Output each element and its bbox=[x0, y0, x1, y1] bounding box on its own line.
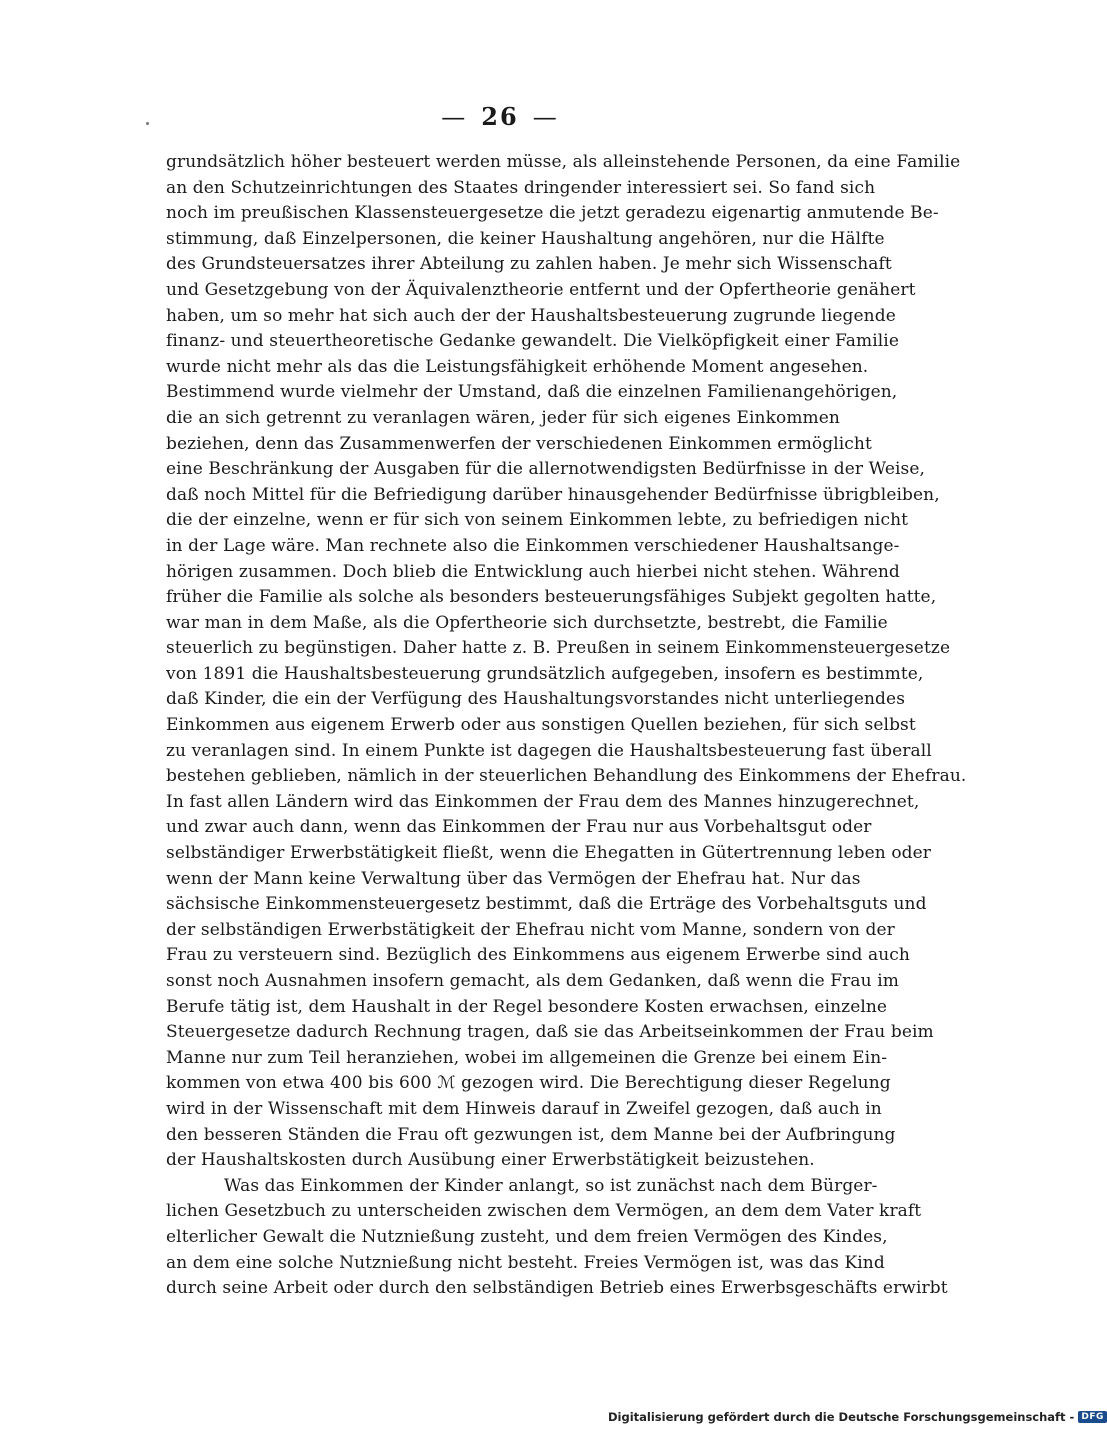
text-line: daß Kinder, die ein der Verfügung des Haushaltungsvorstandes nicht unterliegendes bbox=[166, 689, 906, 710]
text-line: an dem eine solche Nutznießung nicht besteht. Freies Vermögen ist, was das Kind bbox=[166, 1252, 885, 1273]
text-line: Bestimmend wurde vielmehr der Umstand, daß die einzelnen Familienangehörigen, bbox=[166, 382, 898, 403]
text-line: des Grundsteuersatzes ihrer Abteilung zu zahlen haben. Je mehr sich Wissenschaft bbox=[166, 254, 892, 275]
page-number-value: 26 bbox=[481, 102, 519, 131]
page-number-dash-right: — bbox=[532, 103, 559, 131]
footer-credit bbox=[608, 1410, 1107, 1424]
text-line: früher die Familie als solche als besonders besteuerungsfähiges Subjekt gegolten hatte, bbox=[166, 587, 937, 608]
text-line: stimmung, daß Einzelpersonen, die keiner Haushaltung angehören, nur die Hälfte bbox=[166, 228, 885, 249]
text-line: in der Lage wäre. Man rechnete also die Einkommen verschiedener Haushaltsange- bbox=[166, 535, 900, 556]
text-line: hörigen zusammen. Doch blieb die Entwicklung auch hierbei nicht stehen. Während bbox=[166, 561, 900, 582]
text-line: sonst noch Ausnahmen insofern gemacht, als dem Gedanken, daß wenn die Frau im bbox=[166, 971, 899, 991]
text-line: daß noch Mittel für die Befriedigung darüber hinausgehender Bedürfnisse übrigbleiben, bbox=[166, 484, 940, 505]
text-line: durch seine Arbeit oder durch den selbständigen Betrieb eines Erwerbsgeschäfts erwirbt bbox=[166, 1278, 948, 1299]
footer-text: Digitalisierung gefördert durch die Deutsche Forschungsgemeinschaft - bbox=[608, 1410, 1075, 1424]
text-line: war man in dem Maße, als die Opfertheorie sich durchsetzte, bestrebt, die Familie bbox=[166, 612, 888, 633]
text-line: beziehen, denn das Zusammenwerfen der verschiedenen Einkommen ermöglicht bbox=[166, 433, 872, 454]
text-line: Frau zu versteuern sind. Bezüglich des Einkommens aus eigenem Erwerbe sind auch bbox=[166, 945, 910, 966]
page-number-dash-left: — bbox=[441, 103, 468, 131]
text-line: kommen von etwa 400 bis 600 ℳ gezogen wird. Die Berechtigung dieser Regelung bbox=[166, 1073, 891, 1094]
text-line: die der einzelne, wenn er für sich von seinem Einkommen lebte, zu befriedigen nicht bbox=[166, 510, 909, 531]
dfg-logo-icon: DFG bbox=[1078, 1411, 1107, 1423]
text-line: haben, um so mehr hat sich auch der der Haushaltsbesteuerung zugrunde liegende bbox=[166, 305, 896, 326]
text-line: von 1891 die Haushaltsbesteuerung grundsätzlich aufgegeben, insofern es bestimmte, bbox=[166, 663, 924, 684]
text-line: wird in der Wissenschaft mit dem Hinweis darauf in Zweifel gezogen, daß auch in bbox=[166, 1098, 882, 1119]
text-line: und Gesetzgebung von der Äquivalenztheorie entfernt und der Opfertheorie genähert bbox=[166, 279, 916, 300]
text-line: und zwar auch dann, wenn das Einkommen der Frau nur aus Vorbehaltsgut oder bbox=[166, 817, 872, 838]
text-line: grundsätzlich höher besteuert werden müsse, als alleinstehende Personen, da eine Familie bbox=[166, 152, 961, 172]
text-line: Steuergesetze dadurch Rechnung tragen, daß sie das Arbeitseinkommen der Frau beim bbox=[166, 1022, 934, 1043]
text-line: lichen Gesetzbuch zu unterscheiden zwischen dem Vermögen, an dem dem Vater kraft bbox=[166, 1201, 922, 1222]
text-line: den besseren Ständen die Frau oft gezwungen ist, dem Manne bei der Aufbringung bbox=[166, 1124, 896, 1145]
text-line: Was das Einkommen der Kinder anlangt, so ist zunächst nach dem Bürger- bbox=[224, 1175, 878, 1196]
page-number bbox=[0, 102, 1000, 131]
text-line: eine Beschränkung der Ausgaben für die allernotwendigsten Bedürfnisse in der Weise, bbox=[166, 459, 926, 480]
text-line: elterlicher Gewalt die Nutznießung zusteht, und dem freien Vermögen des Kindes, bbox=[166, 1226, 888, 1247]
text-line: zu veranlagen sind. In einem Punkte ist dagegen die Haushaltsbesteuerung fast überall bbox=[166, 740, 932, 761]
text-line: wurde nicht mehr als das die Leistungsfähigkeit erhöhende Moment angesehen. bbox=[166, 356, 869, 377]
text-line: bestehen geblieben, nämlich in der steuerlichen Behandlung des Einkommens der Ehefrau. bbox=[166, 766, 967, 787]
text-line: an den Schutzeinrichtungen des Staates dringender interessiert sei. So fand sich bbox=[166, 177, 876, 198]
text-line: finanz- und steuertheoretische Gedanke gewandelt. Die Vielköpfigkeit einer Familie bbox=[166, 331, 899, 352]
text-line: wenn der Mann keine Verwaltung über das Vermögen der Ehefrau hat. Nur das bbox=[166, 868, 861, 889]
text-line: der Haushaltskosten durch Ausübung einer Erwerbstätigkeit beizustehen. bbox=[166, 1150, 815, 1171]
text-line: steuerlich zu begünstigen. Daher hatte z. B. Preußen in seinem Einkommensteuergesetze bbox=[166, 638, 951, 659]
text-line: sächsische Einkommensteuergesetz bestimmt, daß die Erträge des Vorbehaltsguts und bbox=[166, 894, 927, 915]
text-line: noch im preußischen Klassensteuergesetze die jetzt geradezu eigenartig anmutende Be- bbox=[166, 203, 939, 224]
text-line: die an sich getrennt zu veranlagen wären, jeder für sich eigenes Einkommen bbox=[166, 407, 840, 428]
text-line: Einkommen aus eigenem Erwerb oder aus sonstigen Quellen beziehen, für sich selbst bbox=[166, 715, 916, 736]
text-line: der selbständigen Erwerbstätigkeit der Ehefrau nicht vom Manne, sondern von der bbox=[166, 919, 895, 940]
text-line: Berufe tätig ist, dem Haushalt in der Regel besondere Kosten erwachsen, einzelne bbox=[166, 996, 888, 1017]
text-line: Manne nur zum Teil heranziehen, wobei im allgemeinen die Grenze bei einem Ein- bbox=[166, 1047, 888, 1068]
body-text bbox=[166, 150, 967, 1302]
text-line: In fast allen Ländern wird das Einkommen der Frau dem des Mannes hinzugerechnet, bbox=[166, 791, 920, 812]
text-line: selbständiger Erwerbstätigkeit fließt, wenn die Ehegatten in Gütertrennung leben oder bbox=[166, 843, 932, 864]
